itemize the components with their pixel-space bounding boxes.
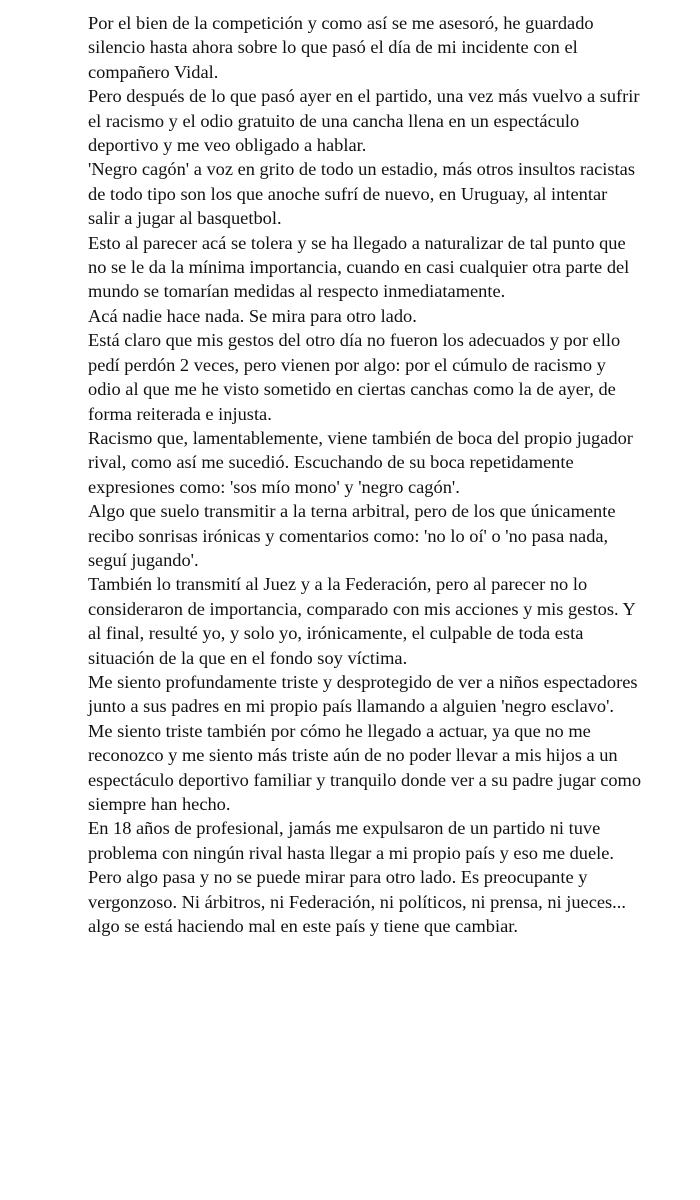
paragraph-2: Pero después de lo que pasó ayer en el partido, una vez más vuelvo a sufrir el racismo y el odio gratuito de una cancha llena en un espectáculo deportivo y me veo obligado a hablar. xyxy=(88,86,640,156)
paragraph-11: En 18 años de profesional, jamás me expulsaron de un partido ni tuve problema con ningún rival hasta llegar a mi propio país y eso me duele. Pero algo pasa y no se puede mirar para otro lado. Es preocupante y vergonzoso. Ni árbitros, ni Federación, ni políticos, ni prensa, ni jueces... algo se está haciendo mal en este país y tiene que cambiar. xyxy=(88,818,626,937)
paragraph-8: Algo que suelo transmitir a la terna arbitral, pero de los que únicamente recibo sonrisas irónicas y comentarios como: 'no lo oí' o 'no pasa nada, seguí jugando'. xyxy=(88,501,616,570)
paragraph-3: 'Negro cagón' a voz en grito de todo un estadio, más otros insultos racistas de todo tipo son los que anoche sufrí de nuevo, en Uruguay, al intentar salir a jugar al basquetbol. xyxy=(88,159,635,229)
paragraph-10: Me siento profundamente triste y desprotegido de ver a niños espectadores junto a sus padres en mi propio país llamando a alguien 'negro esclavo'. Me siento triste también por cómo he llegado a actuar, ya que no me reconozco y me siento más triste aún de no poder llevar a mis hijos a un espectáculo deportivo familiar y tranquilo donde ver a su padre jugar como siempre han hecho. xyxy=(88,671,642,814)
paragraph-6: Está claro que mis gestos del otro día no fueron los adecuados y por ello pedí perdón 2 veces, pero vienen por algo: por el cúmulo de racismo y odio al que me he visto sometido en ciertas canchas como la de ayer, de forma reiterada e injusta. xyxy=(88,330,621,424)
paragraph-7: Racismo que, lamentablemente, viene también de boca del propio jugador rival, como así me sucedió. Escuchando de su boca repetidamente expresiones como: 'sos mío mono' y 'negro cagón'. xyxy=(88,427,633,497)
paragraph-9: También lo transmití al Juez y a la Federación, pero al parecer no lo consideraron de importancia, comparado con mis acciones y mis gestos. Y al final, resulté yo, y solo yo, irónicamente, el culpable de toda esta situación de la que en el fondo soy víctima. xyxy=(88,574,636,668)
paragraph-1: Por el bien de la competición y como así se me asesoró, he guardado silencio hasta ahora sobre lo que pasó el día de mi incidente con el compañero Vidal. xyxy=(88,13,594,82)
paragraph-5: Acá nadie hace nada. Se mira para otro lado. xyxy=(88,305,417,326)
statement-text xyxy=(88,11,643,938)
paragraph-4: Esto al parecer acá se tolera y se ha llegado a naturalizar de tal punto que no se le da la mínima importancia, cuando en casi cualquier otra parte del mundo se tomarían medidas al respecto inmediatamente. xyxy=(88,232,630,302)
